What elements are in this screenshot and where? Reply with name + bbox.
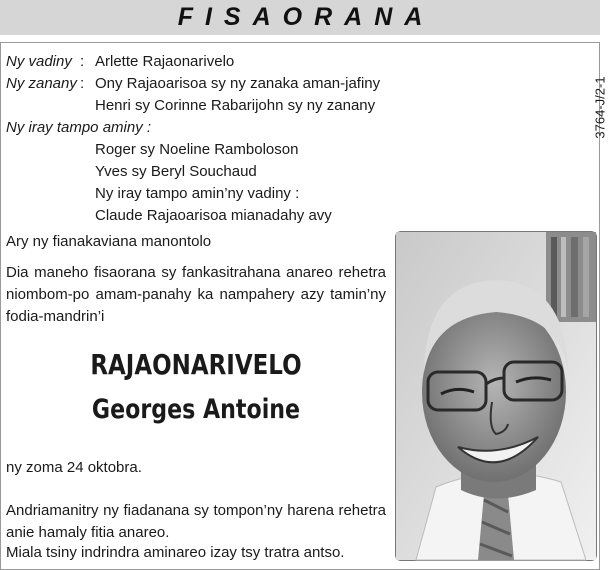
widow-name: Arlette Rajaonarivelo [95, 53, 235, 70]
closing-text: Miala tsiny indrindra aminareo izay tsy tratra antso. [6, 544, 345, 561]
sibling-line: Yves sy Beryl Souchaud [95, 163, 257, 180]
colon: : [80, 75, 85, 92]
colon: : [80, 53, 85, 70]
header-banner [0, 0, 600, 35]
sibling-line: Claude Rajaoarisoa mianadahy avy [95, 207, 332, 224]
siblings-label: Ny iray tampo aminy : [6, 119, 152, 136]
widow-label: Ny vadiny [6, 53, 72, 70]
children-line: Ony Rajaoarisoa sy ny zanaka aman-jafiny [95, 75, 381, 92]
sibling-line: Ny iray tampo amin’ny vadiny : [95, 185, 300, 202]
extended-family: Ary ny fianakaviana manontolo [6, 233, 212, 250]
children-line: Henri sy Corinne Rabarijohn sy ny zanany [95, 97, 376, 114]
portrait-illustration [396, 232, 596, 560]
date-line: ny zoma 24 oktobra. [6, 459, 142, 476]
children-label: Ny zanany [6, 75, 77, 92]
reference-code: 3764-J/2-1 [592, 76, 608, 139]
deceased-surname: RAJAONARIVELO [90, 348, 302, 381]
blessing-text: Andriamanitry ny fiadanana sy tompon’ny harena rehetra anie hamaly fitia anareo. [6, 502, 386, 541]
sibling-line: Roger sy Noeline Ramboloson [95, 141, 299, 158]
notice-title: FISAORANA [177, 3, 435, 31]
deceased-given-names: Georges Antoine [91, 394, 301, 425]
portrait-photo [395, 231, 597, 561]
thanks-message: Dia maneho fisaorana sy fankasitrahana anareo rehetra niombom-po amam-panahy ka nampahery azy tamin’ny fodia-mandrin’i [6, 264, 386, 325]
